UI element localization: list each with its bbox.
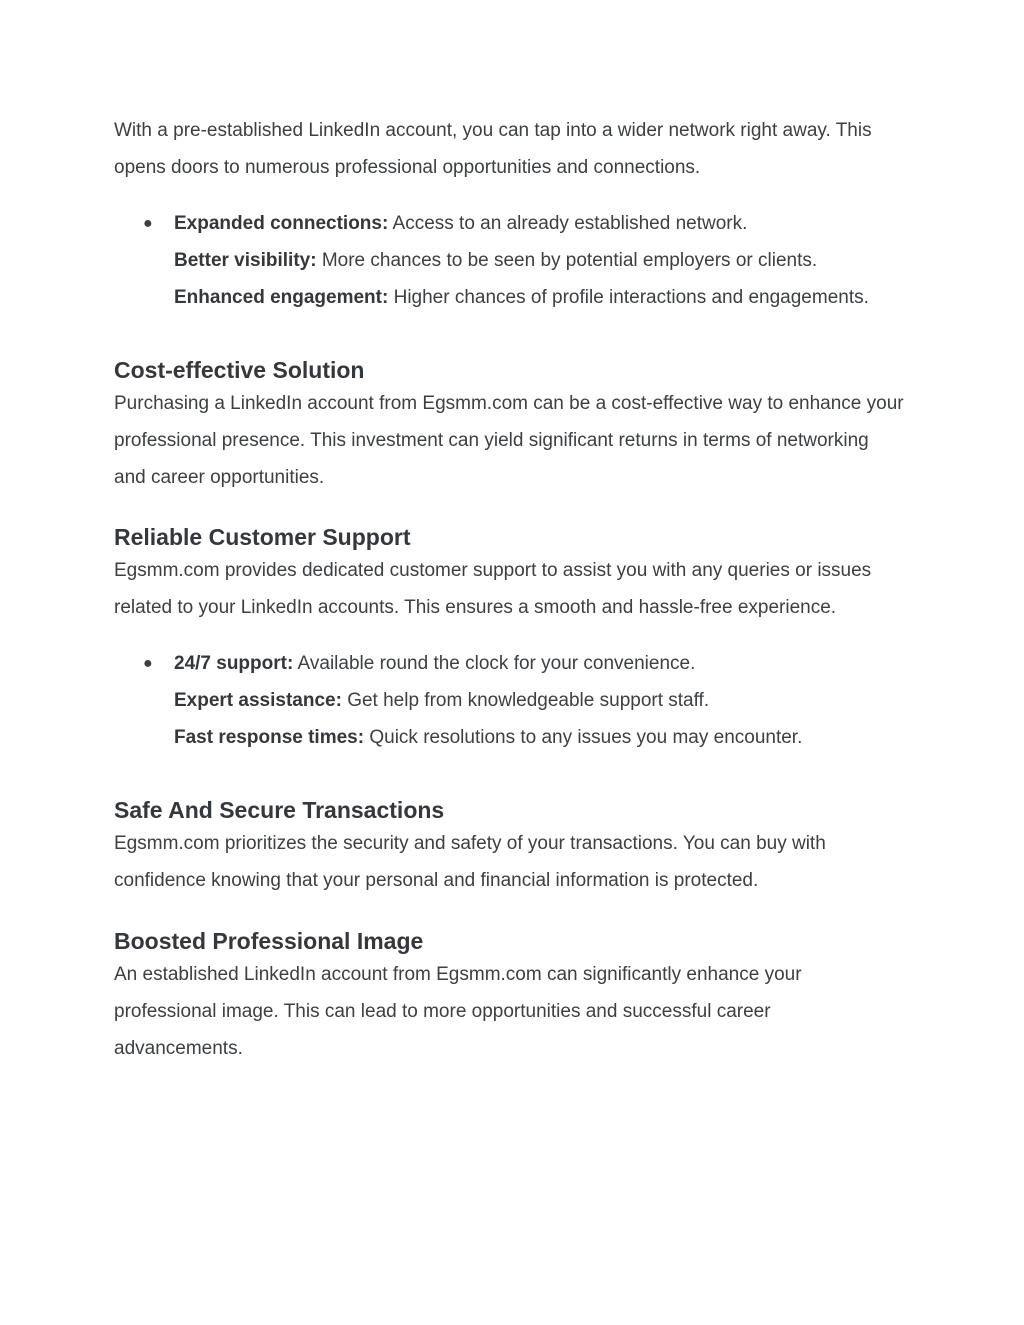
section-heading-support: Reliable Customer Support bbox=[114, 524, 411, 550]
list-item-text: Higher chances of profile interactions and engagements. bbox=[388, 287, 869, 308]
section-heading-secure: Safe And Secure Transactions bbox=[114, 797, 445, 823]
list-item bbox=[174, 682, 904, 719]
list-item-label: 24/7 support: bbox=[174, 653, 294, 674]
bullet-icon: ● bbox=[143, 655, 153, 672]
section-paragraph-support: Egsmm.com provides dedicated customer support to assist you with any queries or issues related to your LinkedIn accounts. This ensures a smooth and hassle-free experience. bbox=[114, 560, 872, 618]
list-item bbox=[174, 205, 904, 242]
section-paragraph-image: An established LinkedIn account from Egsmm.com can significantly enhance your professional image. This can lead to more opportunities and successful career advancements. bbox=[114, 964, 802, 1059]
network-benefits-list bbox=[114, 205, 904, 316]
list-item-label: Expert assistance: bbox=[174, 690, 342, 711]
list-item-label: Better visibility: bbox=[174, 250, 317, 271]
list-item-text: Quick resolutions to any issues you may encounter. bbox=[364, 727, 803, 748]
list-item-label: Expanded connections: bbox=[174, 213, 389, 234]
list-item-text: Available round the clock for your convenience. bbox=[293, 653, 696, 674]
list-item bbox=[174, 279, 904, 316]
list-item bbox=[174, 719, 904, 756]
list-item-label: Enhanced engagement: bbox=[174, 287, 389, 308]
section-paragraph-secure: Egsmm.com prioritizes the security and safety of your transactions. You can buy with confidence knowing that your personal and financial information is protected. bbox=[114, 833, 826, 891]
list-item bbox=[174, 242, 904, 279]
support-features-list bbox=[114, 645, 904, 756]
list-item-label: Fast response times: bbox=[174, 727, 365, 748]
document-page bbox=[114, 112, 904, 1067]
section-paragraph-cost: Purchasing a LinkedIn account from Egsmm.com can be a cost-effective way to enhance your professional presence. This investment can yield significant returns in terms of networking and career opportunities. bbox=[114, 393, 904, 488]
section-heading-image: Boosted Professional Image bbox=[114, 928, 424, 954]
bullet-icon: ● bbox=[143, 215, 153, 232]
list-item-text: More chances to be seen by potential employers or clients. bbox=[316, 250, 818, 271]
list-item-text: Access to an already established network. bbox=[388, 213, 748, 234]
list-item bbox=[174, 645, 904, 682]
intro-paragraph: With a pre-established LinkedIn account, you can tap into a wider network right away. This opens doors to numerous professional opportunities and connections. bbox=[114, 120, 872, 178]
list-item-text: Get help from knowledgeable support staff. bbox=[341, 690, 710, 711]
section-heading-cost: Cost-effective Solution bbox=[114, 357, 365, 383]
